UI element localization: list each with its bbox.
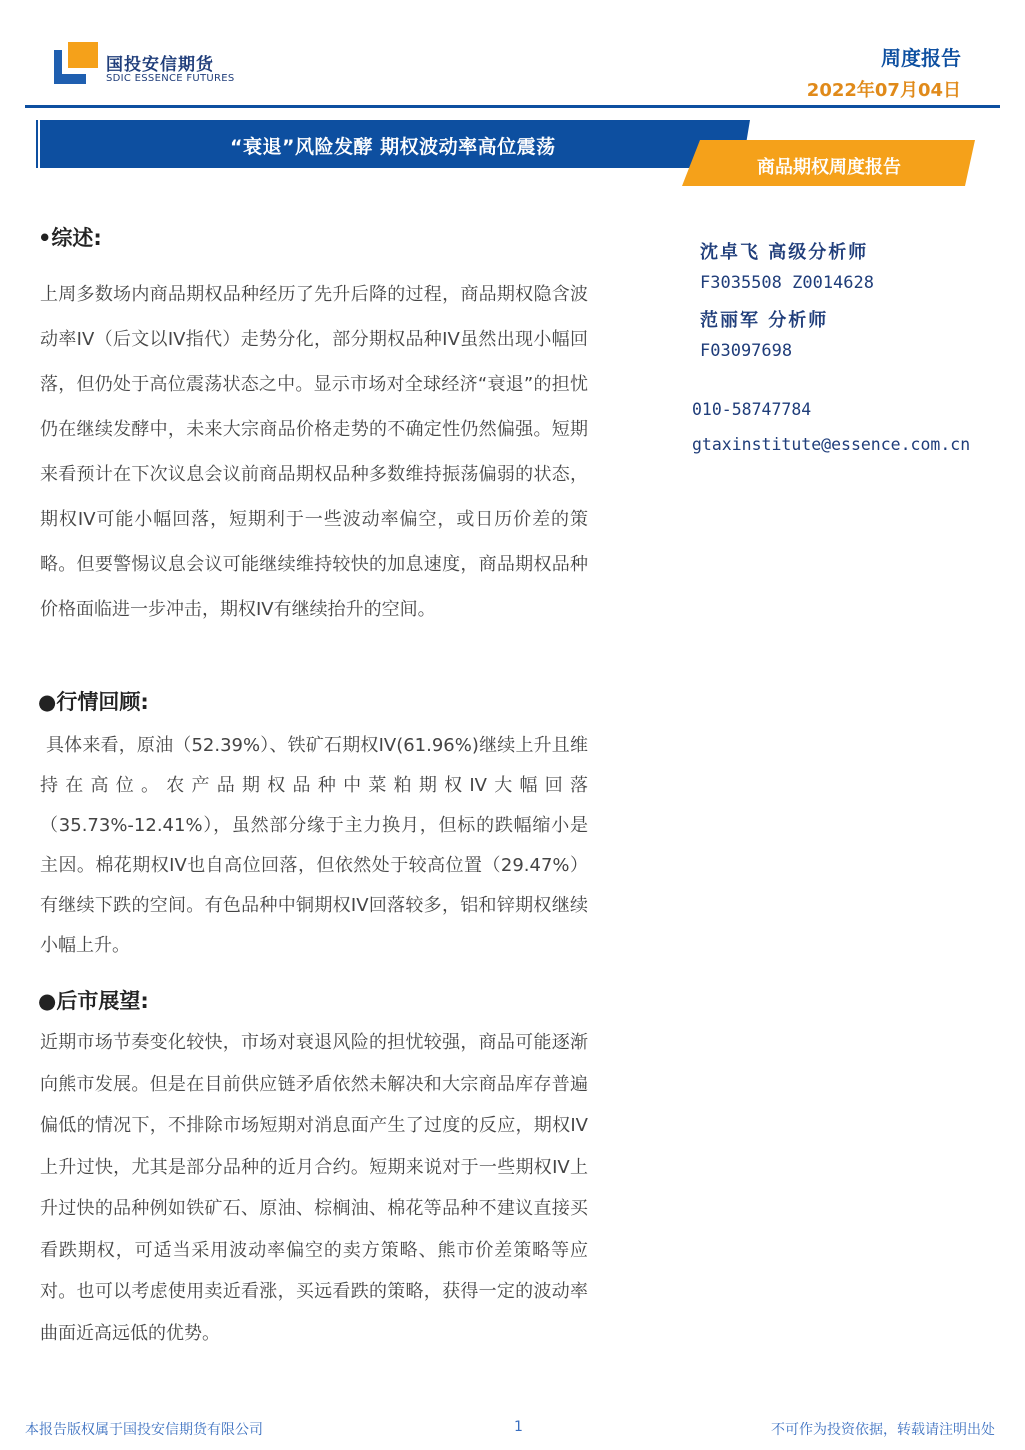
footer-copyright: 本报告版权属于国投安信期货有限公司 [25,1422,263,1438]
section-title-summary: •综述: [38,226,102,250]
report-type: 周度报告 [881,46,961,70]
header-divider [25,105,1000,108]
contact-phone: 010-58747784 [692,400,812,419]
report-title: “衰退”风险发酵 期权波动率高位震荡 [230,136,556,158]
analyst-2-name: 范丽军 分析师 [700,310,829,331]
page-number: 1 [514,1419,523,1435]
section-title-market-review: ●行情回顾: [38,690,149,714]
analyst-1-codes: F3035508 Z0014628 [700,273,874,293]
footer-disclaimer: 不可作为投资依据，转载请注明出处 [771,1422,995,1438]
contact-email[interactable]: gtaxinstitute@essence.com.cn [692,435,971,454]
company-name-cn: 国投安信期货 [106,55,214,75]
report-date: 2022年07月04日 [806,80,961,101]
analyst-2-codes: F03097698 [700,341,793,361]
section-body-market-review: 具体来看，原油（52.39%）、铁矿石期权IV(61.96%)继续上升且维持在高位。农产品期权品种中菜粕期权IV大幅回落（35.73%-12.41%），虽然部分缘于主力换月，但标的跌幅缩小是主因。棉花期权IV也自高位回落，但依然处于较高位置（29.47%）有继续下跌的空间。有色品种中铜期权IV回落较多，铝和锌期权继续小幅上升。 [40,735,588,956]
section-body-outlook: 近期市场节奏变化较快，市场对衰退风险的担忧较强，商品可能逐渐向熊市发展。但是在目前供应链矛盾依然未解决和大宗商品库存普遍偏低的情况下，不排除市场短期对消息面产生了过度的反应，期权IV上升过快，尤其是部分品种的近月合约。短期来说对于一些期权IV上升过快的品种例如铁矿石、原油、棕榈油、棉花等品种不建议直接买看跌期权，可适当采用波动率偏空的卖方策略、熊市价差策略等应对。也可以考虑使用卖近看涨，买远看跌的策略，获得一定的波动率曲面近高远低的优势。 [40,1032,588,1344]
analyst-1-name: 沈卓飞 高级分析师 [700,242,869,263]
company-name-en: SDIC ESSENCE FUTURES [106,73,235,84]
report-series: 商品期权周度报告 [757,157,901,178]
company-logo-icon [54,42,98,84]
section-title-outlook: ●后市展望: [38,989,149,1013]
section-body-summary: 上周多数场内商品期权品种经历了先升后降的过程，商品期权隐含波动率IV（后文以IV指代）走势分化，部分期权品种IV虽然出现小幅回落，但仍处于高位震荡状态之中。显示市场对全球经济“衰退”的担忧仍在继续发酵中，未来大宗商品价格走势的不确定性仍然偏强。短期来看预计在下次议息会议前商品期权品种多数维持振荡偏弱的状态，期权IV可能小幅回落，短期利于一些波动率偏空，或日历价差的策略。但要警惕议息会议可能继续维持较快的加息速度，商品期权品种价格面临进一步冲击，期权IV有继续抬升的空间。 [40,284,588,620]
